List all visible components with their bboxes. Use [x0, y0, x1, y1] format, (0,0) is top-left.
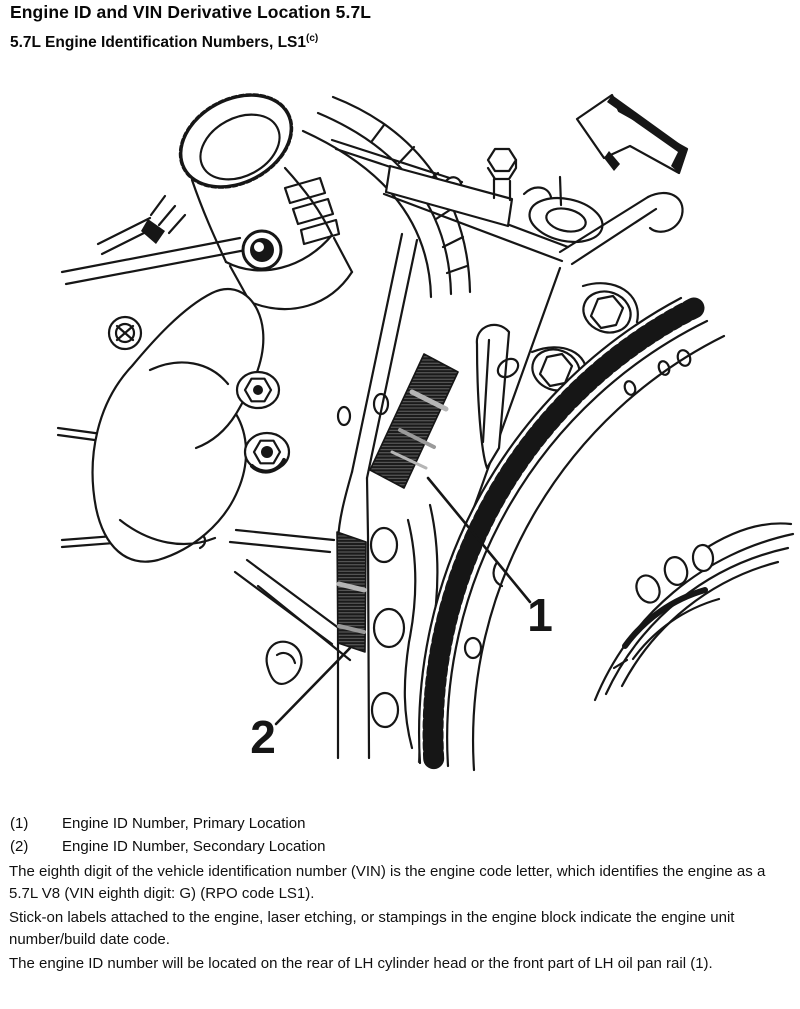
page-subtitle-text: 5.7L Engine Identification Numbers, LS1: [10, 34, 306, 51]
body-paragraph-labels: Stick-on labels attached to the engine, laser etching, or stampings in the engine block indicate the engine unit number/build date code.: [9, 909, 735, 948]
callout-2-label: 2: [250, 711, 276, 763]
page-title: Engine ID and VIN Derivative Location 5.7L: [10, 2, 372, 22]
direction-arrow-icon: [577, 95, 687, 173]
callout-1-label: 1: [527, 589, 553, 641]
page-subtitle: [10, 33, 318, 52]
page-subtitle-superscript: (c): [306, 33, 319, 44]
secondary-id-label-patch: [337, 532, 366, 652]
legend-row: [10, 835, 610, 858]
legend-key: (2): [10, 838, 29, 855]
body-paragraph-vin: The eighth digit of the vehicle identification number (VIN) is the engine code letter, which identifies the engine as a 5.7L V8 (VIN eighth digit: G) (RPO code LS1).: [9, 863, 766, 902]
figure-legend: [10, 812, 610, 858]
flywheel: [595, 523, 793, 700]
primary-id-label-patch: [370, 354, 458, 488]
legend-row: [10, 812, 610, 835]
legend-label: Engine ID Number, Secondary Location: [62, 838, 326, 855]
body-paragraph-location: The engine ID number will be located on the rear of LH cylinder head or the front part of LH oil pan rail (1).: [9, 955, 713, 972]
engine-diagram: [0, 80, 800, 798]
legend-key: (1): [10, 815, 29, 832]
legend-label: Engine ID Number, Primary Location: [62, 815, 306, 832]
